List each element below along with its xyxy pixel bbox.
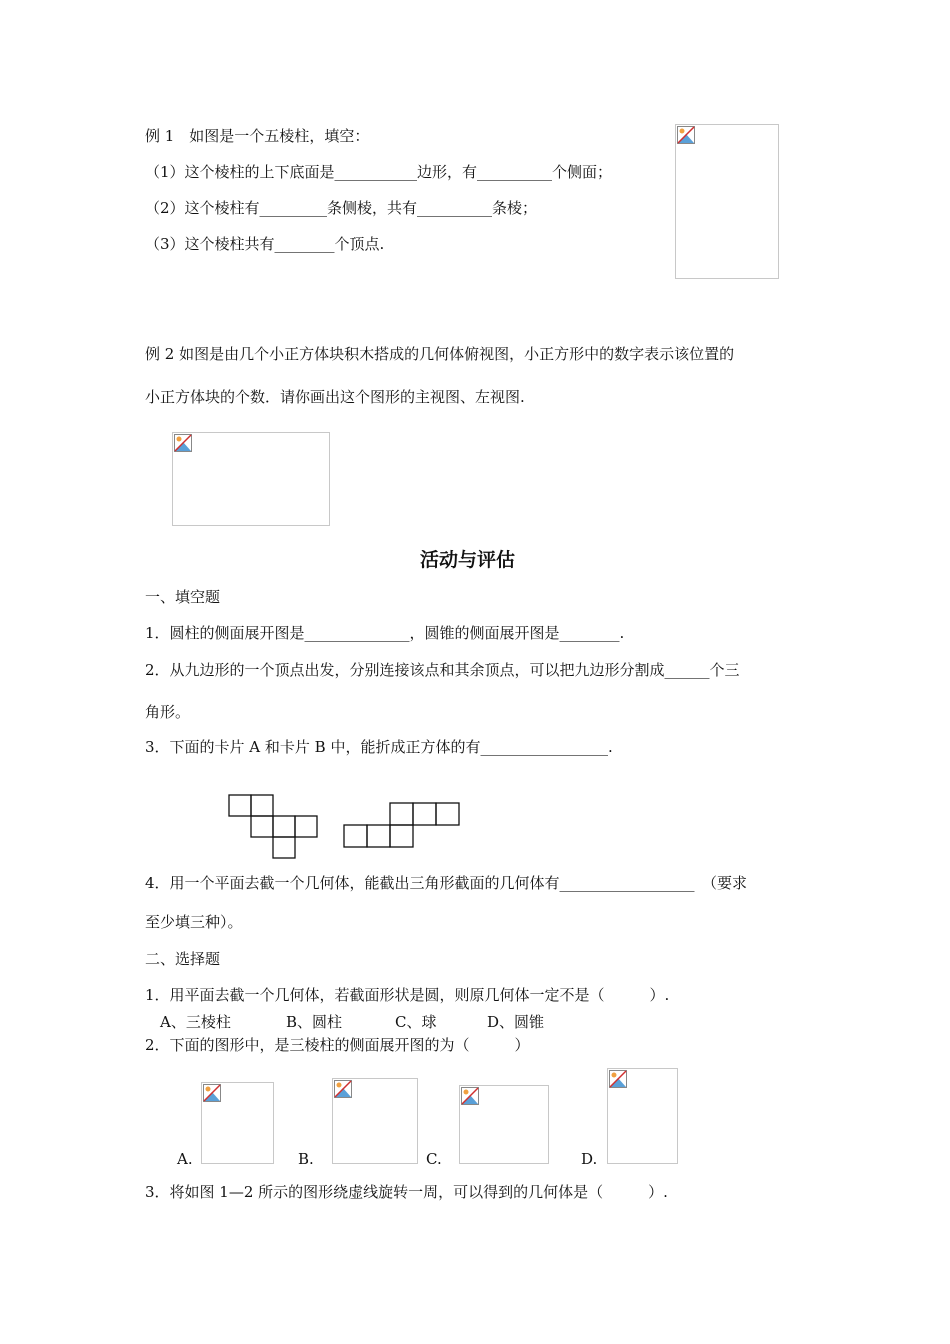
choice-q2-figure-a [201, 1082, 274, 1164]
broken-image-icon [174, 434, 192, 452]
choice-q1-option-b: B、圆柱 [286, 1013, 343, 1031]
choice-question-2: 2．下面的图形中，是三棱柱的侧面展开图的为（ ） [145, 1036, 530, 1054]
fill-question-3: 3．下面的卡片 A 和卡片 B 中，能折成正方体的有_________________. [145, 738, 613, 756]
top-view-figure [172, 432, 330, 526]
choice-q2-figure-d [607, 1068, 678, 1164]
pentagonal-prism-figure [675, 124, 779, 279]
choice-q2-label-a: A. [177, 1150, 193, 1168]
choice-q1-option-a: A、三棱柱 [160, 1013, 231, 1031]
example1-intro: 例 1 如图是一个五棱柱，填空： [145, 127, 370, 145]
broken-image-icon [461, 1087, 479, 1105]
fill-question-2-cont: 角形。 [145, 703, 191, 721]
example2-line-1: 例 2 如图是由几个小正方体块积木搭成的几何体俯视图，小正方形中的数字表示该位置的 [145, 345, 735, 363]
choice-question-3: 3．将如图 1—2 所示的图形绕虚线旋转一周，可以得到的几何体是（ ）. [145, 1183, 668, 1201]
broken-image-icon [334, 1080, 352, 1098]
fill-question-2: 2．从九边形的一个顶点出发，分别连接该点和其余顶点，可以把九边形分割成______个三 [145, 661, 740, 679]
example1-question-1: （1）这个棱柱的上下底面是___________边形，有__________个侧面； [145, 163, 613, 181]
choice-q2-figure-c [459, 1085, 549, 1164]
broken-image-icon [203, 1084, 221, 1102]
example1-question-2: （2）这个棱柱有_________条侧棱，共有__________条棱； [145, 199, 538, 217]
fill-question-1: 1．圆柱的侧面展开图是______________，圆锥的侧面展开图是________. [145, 624, 625, 642]
fill-question-4: 4．用一个平面去截一个几何体，能截出三角形截面的几何体有__________________ （要求 [145, 874, 748, 892]
card-b-net [343, 802, 461, 850]
choice-q2-label-b: B. [298, 1150, 314, 1168]
fill-section-header: 一、填空题 [145, 588, 221, 606]
choice-question-1: 1．用平面去截一个几何体，若截面形状是圆，则原几何体一定不是（ ）. [145, 986, 670, 1004]
broken-image-icon [677, 126, 695, 144]
example2-line-2: 小正方体块的个数．请你画出这个图形的主视图、左视图. [145, 388, 525, 406]
fill-question-4-cont: 至少填三种）。 [145, 913, 243, 931]
card-a-net [228, 794, 320, 860]
choice-q2-figure-b [332, 1078, 418, 1164]
choice-q1-option-c: C、球 [395, 1013, 437, 1031]
choice-q2-label-d: D. [581, 1150, 598, 1168]
broken-image-icon [609, 1070, 627, 1088]
example1-question-3: （3）这个棱柱共有________个顶点. [145, 235, 385, 253]
choice-q1-option-d: D、圆锥 [487, 1013, 545, 1031]
section-title: 活动与评估 [420, 549, 516, 571]
choice-section-header: 二、选择题 [145, 950, 221, 968]
choice-q2-label-c: C. [426, 1150, 442, 1168]
